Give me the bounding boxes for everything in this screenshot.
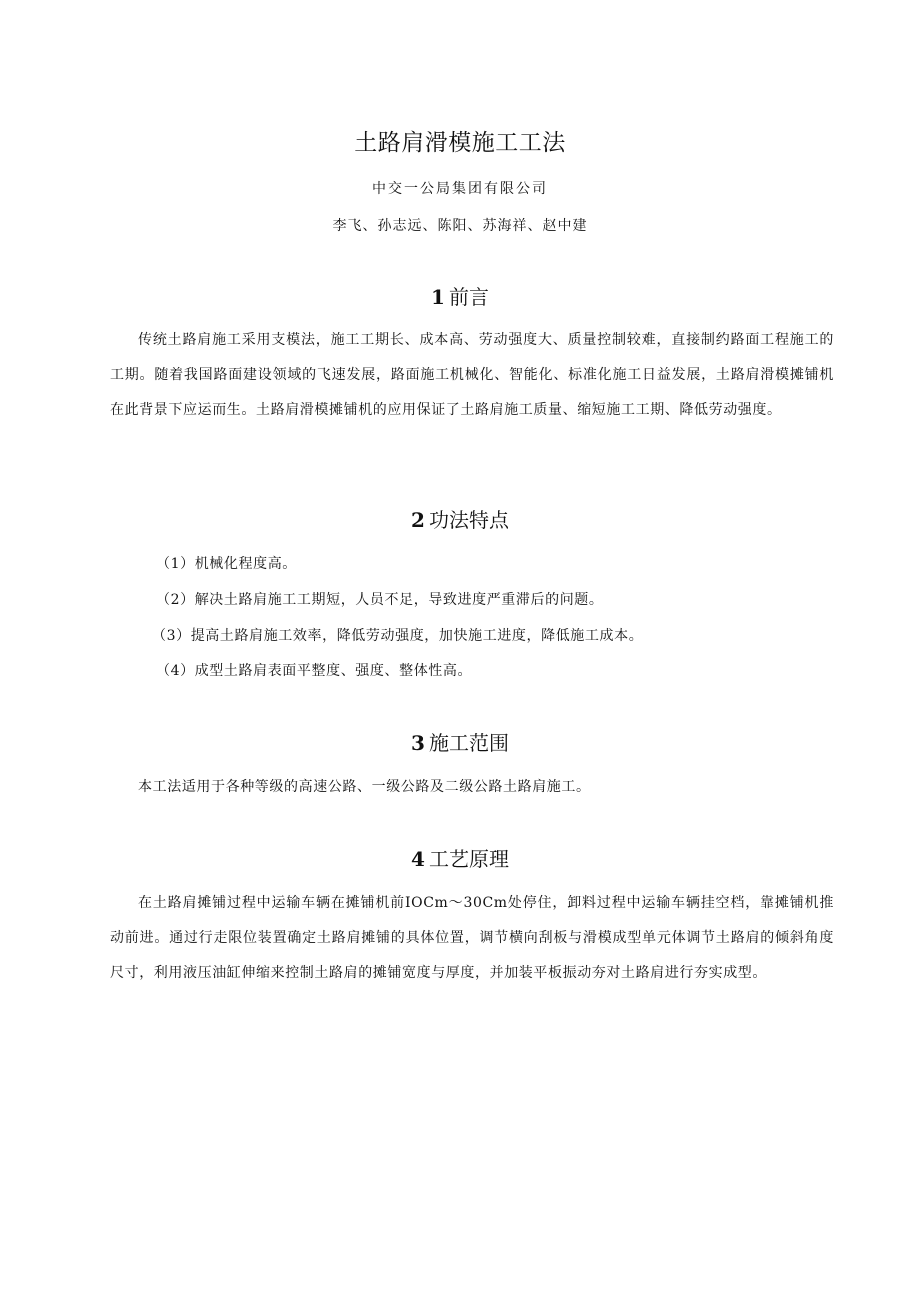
feature-item-1: （1）机械化程度高。 <box>156 556 297 572</box>
section-number: 1 <box>431 285 445 309</box>
section-1-paragraph: 传统土路肩施工采用支模法，施工工期长、成本高、劳动强度大、质量控制较难，直接制约路面工程施工的工期。随着我国路面建设领域的飞速发展，路面施工机械化、智能化、标准化施工日益发展，土路肩滑模摊铺机在此背景下应运而生。土路肩滑模摊铺机的应用保证了土路肩施工质量、缩短施工工期、降低劳动强度。 <box>110 332 834 418</box>
document-title: 土路肩滑模施工工法 <box>354 130 566 156</box>
authors: 李飞、孙志远、陈阳、苏海祥、赵中建 <box>332 218 588 234</box>
section-title: 前言 <box>448 285 489 309</box>
section-heading-2 <box>0 504 920 533</box>
feature-item-3: （3）提高土路肩施工效率，降低劳动强度，加快施工进度，降低施工成本。 <box>152 628 644 644</box>
feature-item-4: （4）成型土路肩表面平整度、强度、整体性高。 <box>156 663 473 679</box>
section-number: 2 <box>411 508 425 532</box>
section-heading-4 <box>0 843 920 872</box>
section-number: 4 <box>411 847 425 871</box>
section-title: 功法特点 <box>428 508 509 532</box>
section-heading-3 <box>0 727 920 756</box>
organization: 中交一公局集团有限公司 <box>372 181 548 197</box>
section-4-paragraph: 在土路肩摊铺过程中运输车辆在摊铺机前IOCm～30Cm处停住，卸料过程中运输车辆挂空档，靠摊铺机推动前进。通过行走限位装置确定土路肩摊铺的具体位置，调节横向刮板与滑模成型单元体调节土路肩的倾斜角度尺寸，利用液压油缸伸缩来控制土路肩的摊铺宽度与厚度，并加装平板振动夯对土路肩进行夯实成型。 <box>110 895 834 981</box>
section-heading-1 <box>0 281 920 310</box>
section-3-paragraph: 本工法适用于各种等级的高速公路、一级公路及二级公路土路肩施工。 <box>138 779 591 795</box>
section-title: 工艺原理 <box>428 847 509 871</box>
section-title: 施工范围 <box>428 731 509 755</box>
section-number: 3 <box>411 731 425 755</box>
feature-item-2: （2）解决土路肩施工工期短，人员不足，导致进度严重滞后的问题。 <box>156 592 604 608</box>
